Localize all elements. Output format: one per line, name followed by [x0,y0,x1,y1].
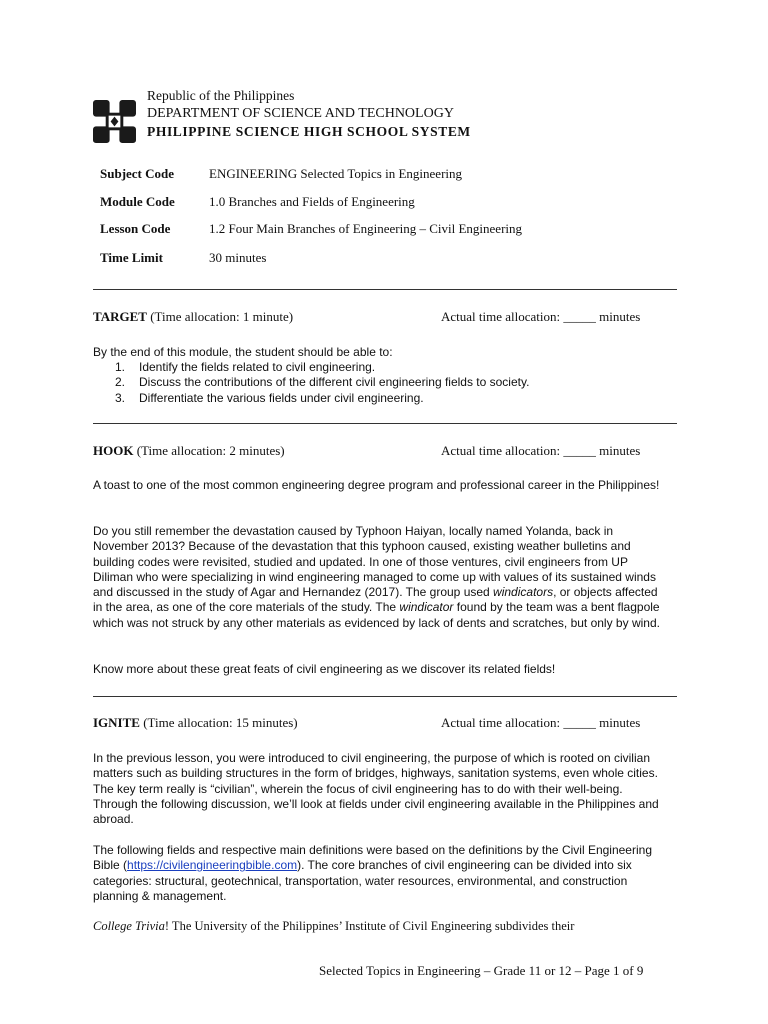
header-republic: Republic of the Philippines [147,88,295,103]
ignite-title: IGNITE [93,715,140,730]
objective-text: Identify the fields related to civil engineering. [139,360,376,374]
divider [93,696,677,697]
list-item [115,391,529,406]
header-school-system: PHILIPPINE SCIENCE HIGH SCHOOL SYSTEM [147,124,471,139]
objective-text: Differentiate the various fields under civil engineering. [139,390,424,405]
target-title: TARGET [93,309,147,324]
hook-p2-text: found by the team was a bent flagpole which was not struck by any other materials as evidenced by lack of dents and scratches, but only by wind. [93,600,660,630]
list-item [115,375,529,390]
ignite-actual-time: Actual time allocation: _____ minutes [441,715,641,730]
hook-p2-text: Do you still remember the devastation caused by Typhoon Haiyan, locally named Yolanda, back in November 2013? Because of the devastation that this typhoon caused, existing weather bulletins and building codes were revisited, studied and updated. In one of those ventures, civil engineers from UP Diliman who were specializing in wind engineering managed to come up with values of its sustained winds and discussed in the study of Agar and Hernandez (2017). The group used [93,524,656,600]
divider [93,423,677,424]
hook-allocation: (Time allocation: 2 minutes) [136,443,285,458]
ignite-p2-text: ). The core branches of civil engineering can be divided into six categories: structural, geotechnical, transportation, water resources, environmental, and construction planning & management. [93,858,632,903]
hook-paragraph-1: A toast to one of the most common engineering degree program and professional career in the Philippines! [93,478,660,492]
objective-number: 1. [115,360,126,374]
hook-title: HOOK [93,443,134,458]
target-actual-time: Actual time allocation: _____ minutes [441,309,641,324]
hook-p2-text: , or objects affected in the area, as one of the core materials of the study. The [93,585,658,615]
hook-p2-emphasis: windicators [493,585,554,600]
header-department: DEPARTMENT OF SCIENCE AND TECHNOLOGY [147,106,454,121]
target-heading [93,309,293,325]
lesson-code-label: Lesson Code [100,221,171,236]
hook-actual-time: Actual time allocation: _____ minutes [441,443,641,458]
lesson-code-value: 1.2 Four Main Branches of Engineering – Civil Engineering [209,221,523,236]
time-limit-label: Time Limit [100,250,163,265]
target-intro: By the end of this module, the student should be able to: [93,345,393,359]
ignite-allocation: (Time allocation: 15 minutes) [143,715,298,730]
pshs-logo-icon [93,100,136,143]
objective-number: 2. [115,375,126,390]
module-code-label: Module Code [100,194,175,209]
divider [93,289,677,290]
ignite-paragraph-2 [93,843,663,904]
page-footer: Selected Topics in Engineering – Grade 11 or 12 – Page 1 of 9 [319,963,644,978]
hook-p2-emphasis: windicator [399,600,454,615]
ignite-paragraph-3 [93,919,663,934]
module-code-value: 1.0 Branches and Fields of Engineering [209,194,415,209]
objective-text: Discuss the contributions of the different civil engineering fields to society. [139,375,530,390]
civil-engineering-bible-link[interactable]: https://civilengineeringbible.com [127,858,298,873]
hook-heading [93,443,285,459]
time-limit-value: 30 minutes [209,250,267,265]
subject-code-label: Subject Code [100,166,175,181]
subject-code-value: ENGINEERING Selected Topics in Engineering [209,166,463,181]
hook-paragraph-2 [93,524,663,631]
target-allocation: (Time allocation: 1 minute) [150,309,294,324]
ignite-p3-text: ! The University of the Philippines’ Institute of Civil Engineering subdivides their [164,919,575,933]
objective-number: 3. [115,390,126,405]
ignite-p2-text: The following fields and respective main definitions were based on the definitions by the Civil Engineering Bible ( [93,843,652,873]
ignite-heading [93,715,298,731]
ignite-paragraph-1: In the previous lesson, you were introduced to civil engineering, the purpose of which is rooted on civilian matters such as building structures in the form of bridges, highways, sanitation systems, even whole cities. The key term really is “civilian”, wherein the focus of civil engineering has to do with their well-being. Through the following discussion, we’ll look at fields under civil engineering available in the Philippines and abroad. [93,751,659,827]
hook-paragraph-3: Know more about these great feats of civil engineering as we discover its related fields! [93,662,556,676]
college-trivia-label: College Trivia [93,919,165,933]
objectives-list [115,360,529,406]
list-item [115,360,529,375]
